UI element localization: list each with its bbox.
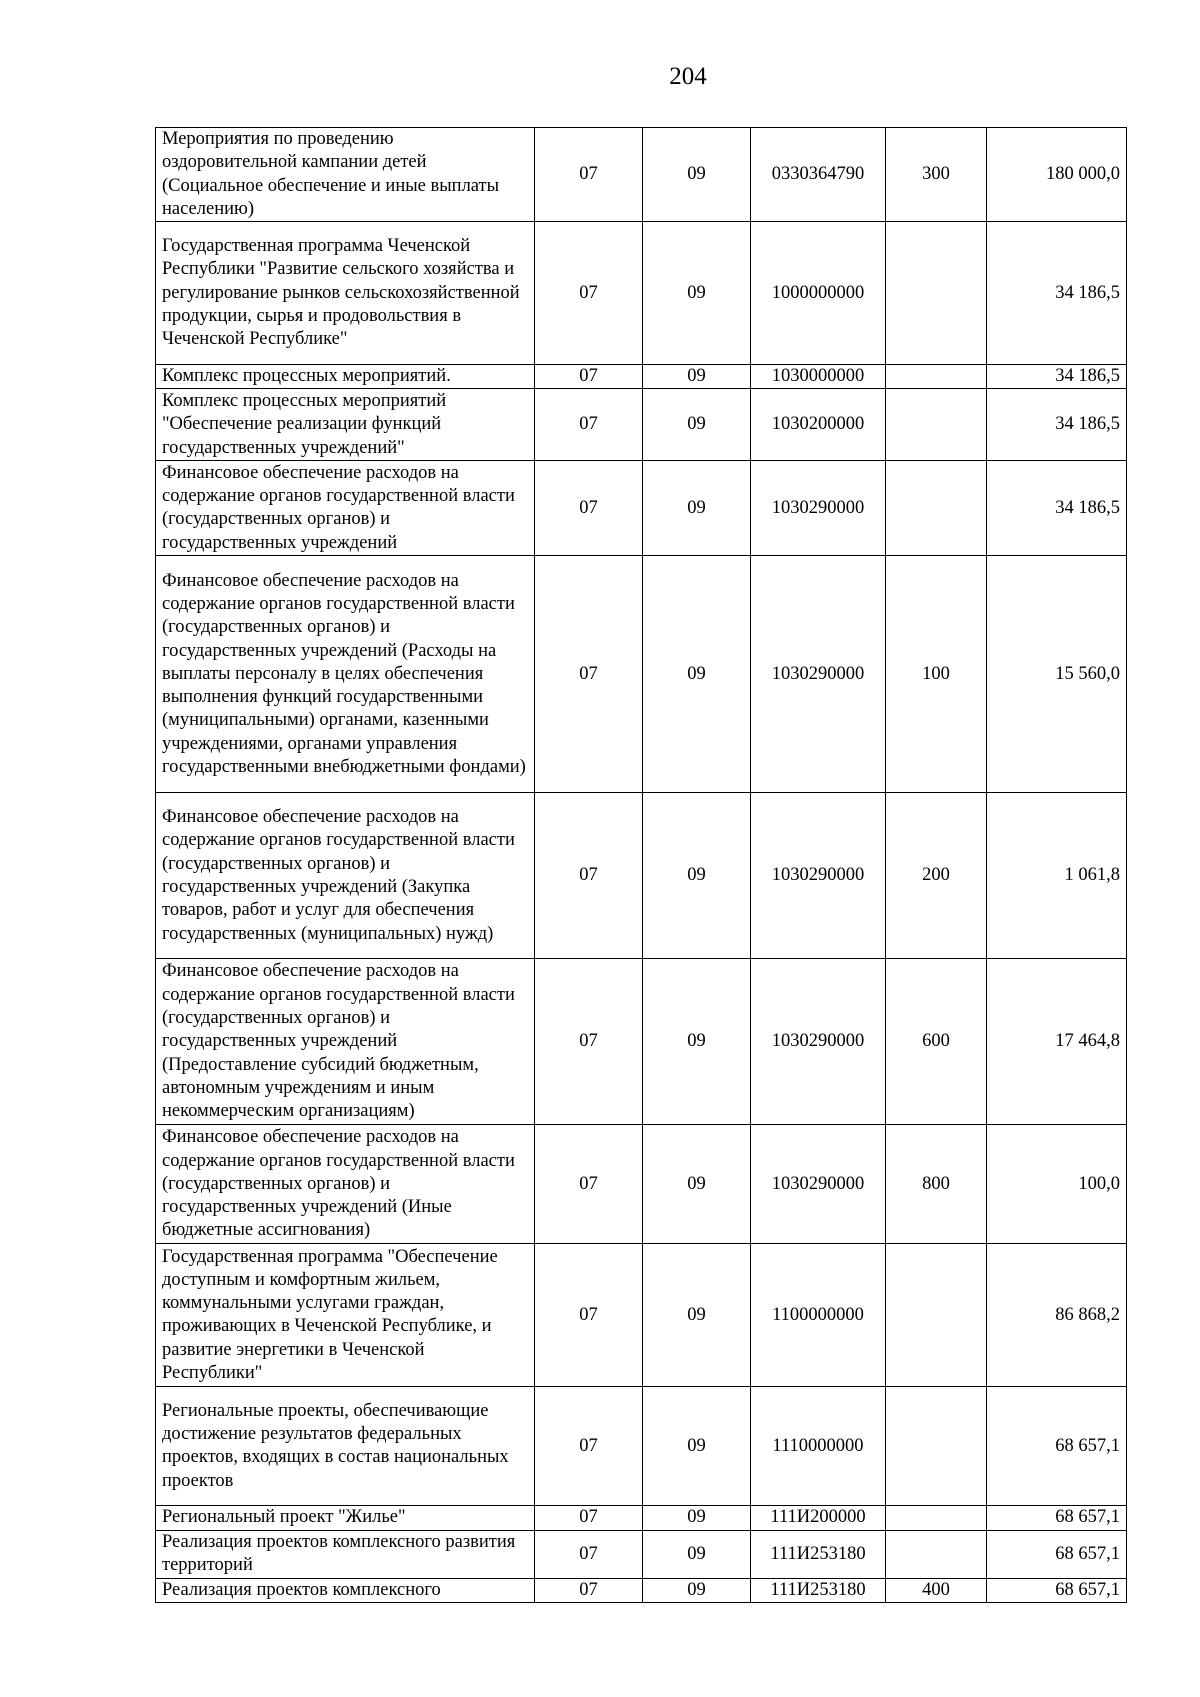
row-name: Комплекс процессных мероприятий. <box>156 365 535 389</box>
row-amount: 34 186,5 <box>987 222 1127 365</box>
row-section: 07 <box>535 1578 643 1602</box>
row-subsection: 09 <box>643 1125 751 1244</box>
row-amount: 100,0 <box>987 1125 1127 1244</box>
row-subsection: 09 <box>643 1578 751 1602</box>
table-row <box>156 1244 1127 1387</box>
row-expense-type: 300 <box>886 128 987 222</box>
row-expense-type: 400 <box>886 1578 987 1602</box>
row-target-code: 1030200000 <box>751 389 886 461</box>
row-section: 07 <box>535 1530 643 1578</box>
table-row <box>156 365 1127 389</box>
row-amount: 34 186,5 <box>987 461 1127 556</box>
row-subsection: 09 <box>643 128 751 222</box>
table-row <box>156 1125 1127 1244</box>
table-row <box>156 556 1127 793</box>
row-section: 07 <box>535 959 643 1125</box>
row-expense-type: 200 <box>886 793 987 959</box>
row-name: Финансовое обеспечение расходов на содержание органов государственной власти (государственных органов) и государственных учреждений (Закупка товаров, работ и услуг для обеспечения государственных (муниципальных) нужд) <box>156 793 535 959</box>
row-expense-type: 800 <box>886 1125 987 1244</box>
table-row <box>156 222 1127 365</box>
row-name: Комплекс процессных мероприятий "Обеспечение реализации функций государственных учреждений" <box>156 389 535 461</box>
row-subsection: 09 <box>643 389 751 461</box>
page-number: 204 <box>669 63 707 90</box>
row-amount: 68 657,1 <box>987 1530 1127 1578</box>
row-expense-type: 100 <box>886 556 987 793</box>
row-target-code: 1110000000 <box>751 1387 886 1506</box>
row-amount: 180 000,0 <box>987 128 1127 222</box>
row-name: Государственная программа Чеченской Республики "Развитие сельского хозяйства и регулирование рынков сельскохозяйственной продукции, сырья и продовольствия в Чеченской Республике" <box>156 222 535 365</box>
row-target-code: 1030290000 <box>751 959 886 1125</box>
row-subsection: 09 <box>643 793 751 959</box>
row-amount: 86 868,2 <box>987 1244 1127 1387</box>
row-section: 07 <box>535 1506 643 1530</box>
row-subsection: 09 <box>643 556 751 793</box>
row-section: 07 <box>535 128 643 222</box>
row-name: Региональный проект "Жилье" <box>156 1506 535 1530</box>
row-subsection: 09 <box>643 1506 751 1530</box>
row-expense-type <box>886 389 987 461</box>
table-row <box>156 128 1127 222</box>
row-subsection: 09 <box>643 959 751 1125</box>
table-row <box>156 959 1127 1125</box>
row-name: Реализация проектов комплексного развития территорий <box>156 1530 535 1578</box>
row-target-code: 1030290000 <box>751 793 886 959</box>
row-amount: 17 464,8 <box>987 959 1127 1125</box>
row-amount: 34 186,5 <box>987 389 1127 461</box>
row-expense-type <box>886 461 987 556</box>
row-expense-type <box>886 1506 987 1530</box>
table-row <box>156 793 1127 959</box>
row-section: 07 <box>535 1125 643 1244</box>
row-target-code: 1030290000 <box>751 461 886 556</box>
row-section: 07 <box>535 1244 643 1387</box>
row-name: Реализация проектов комплексного <box>156 1578 535 1602</box>
row-subsection: 09 <box>643 222 751 365</box>
row-target-code: 111И200000 <box>751 1506 886 1530</box>
row-target-code: 1030000000 <box>751 365 886 389</box>
table-row <box>156 1506 1127 1530</box>
row-expense-type <box>886 222 987 365</box>
row-section: 07 <box>535 556 643 793</box>
table-row <box>156 461 1127 556</box>
row-amount: 68 657,1 <box>987 1578 1127 1602</box>
row-target-code: 111И253180 <box>751 1530 886 1578</box>
table-row <box>156 1387 1127 1506</box>
row-subsection: 09 <box>643 1530 751 1578</box>
row-target-code: 1030290000 <box>751 556 886 793</box>
row-amount: 68 657,1 <box>987 1506 1127 1530</box>
row-target-code: 0330364790 <box>751 128 886 222</box>
row-amount: 1 061,8 <box>987 793 1127 959</box>
row-amount: 34 186,5 <box>987 365 1127 389</box>
row-subsection: 09 <box>643 1244 751 1387</box>
row-amount: 68 657,1 <box>987 1387 1127 1506</box>
row-name: Финансовое обеспечение расходов на содержание органов государственной власти (государственных органов) и государственных учреждений (Расходы на выплаты персоналу в целях обеспечения выполнения функций государственными (муниципальными) органами, казенными учреждениями, органами управления государственными внебюджетными фондами) <box>156 556 535 793</box>
row-expense-type <box>886 1530 987 1578</box>
row-expense-type <box>886 1387 987 1506</box>
budget-table <box>155 127 1127 1603</box>
row-section: 07 <box>535 793 643 959</box>
row-name: Финансовое обеспечение расходов на содержание органов государственной власти (государственных органов) и государственных учреждений (Предоставление субсидий бюджетным, автономным учреждениям и иным некоммерческим организациям) <box>156 959 535 1125</box>
row-section: 07 <box>535 389 643 461</box>
row-target-code: 1030290000 <box>751 1125 886 1244</box>
row-name: Государственная программа "Обеспечение доступным и комфортным жильем, коммунальными услугами граждан, проживающих в Чеченской Республике, и развитие энергетики в Чеченской Республики" <box>156 1244 535 1387</box>
row-name: Региональные проекты, обеспечивающие достижение результатов федеральных проектов, входящих в состав национальных проектов <box>156 1387 535 1506</box>
table-row <box>156 1578 1127 1602</box>
table-row <box>156 389 1127 461</box>
row-target-code: 1000000000 <box>751 222 886 365</box>
row-amount: 15 560,0 <box>987 556 1127 793</box>
row-expense-type <box>886 1244 987 1387</box>
row-section: 07 <box>535 1387 643 1506</box>
row-expense-type <box>886 365 987 389</box>
row-section: 07 <box>535 461 643 556</box>
row-subsection: 09 <box>643 365 751 389</box>
row-section: 07 <box>535 222 643 365</box>
row-target-code: 111И253180 <box>751 1578 886 1602</box>
table-row <box>156 1530 1127 1578</box>
row-name: Финансовое обеспечение расходов на содержание органов государственной власти (государственных органов) и государственных учреждений <box>156 461 535 556</box>
row-expense-type: 600 <box>886 959 987 1125</box>
row-subsection: 09 <box>643 461 751 556</box>
row-section: 07 <box>535 365 643 389</box>
row-subsection: 09 <box>643 1387 751 1506</box>
row-target-code: 1100000000 <box>751 1244 886 1387</box>
row-name: Финансовое обеспечение расходов на содержание органов государственной власти (государственных органов) и государственных учреждений (Иные бюджетные ассигнования) <box>156 1125 535 1244</box>
row-name: Мероприятия по проведению оздоровительной кампании детей (Социальное обеспечение и иные выплаты населению) <box>156 128 535 222</box>
